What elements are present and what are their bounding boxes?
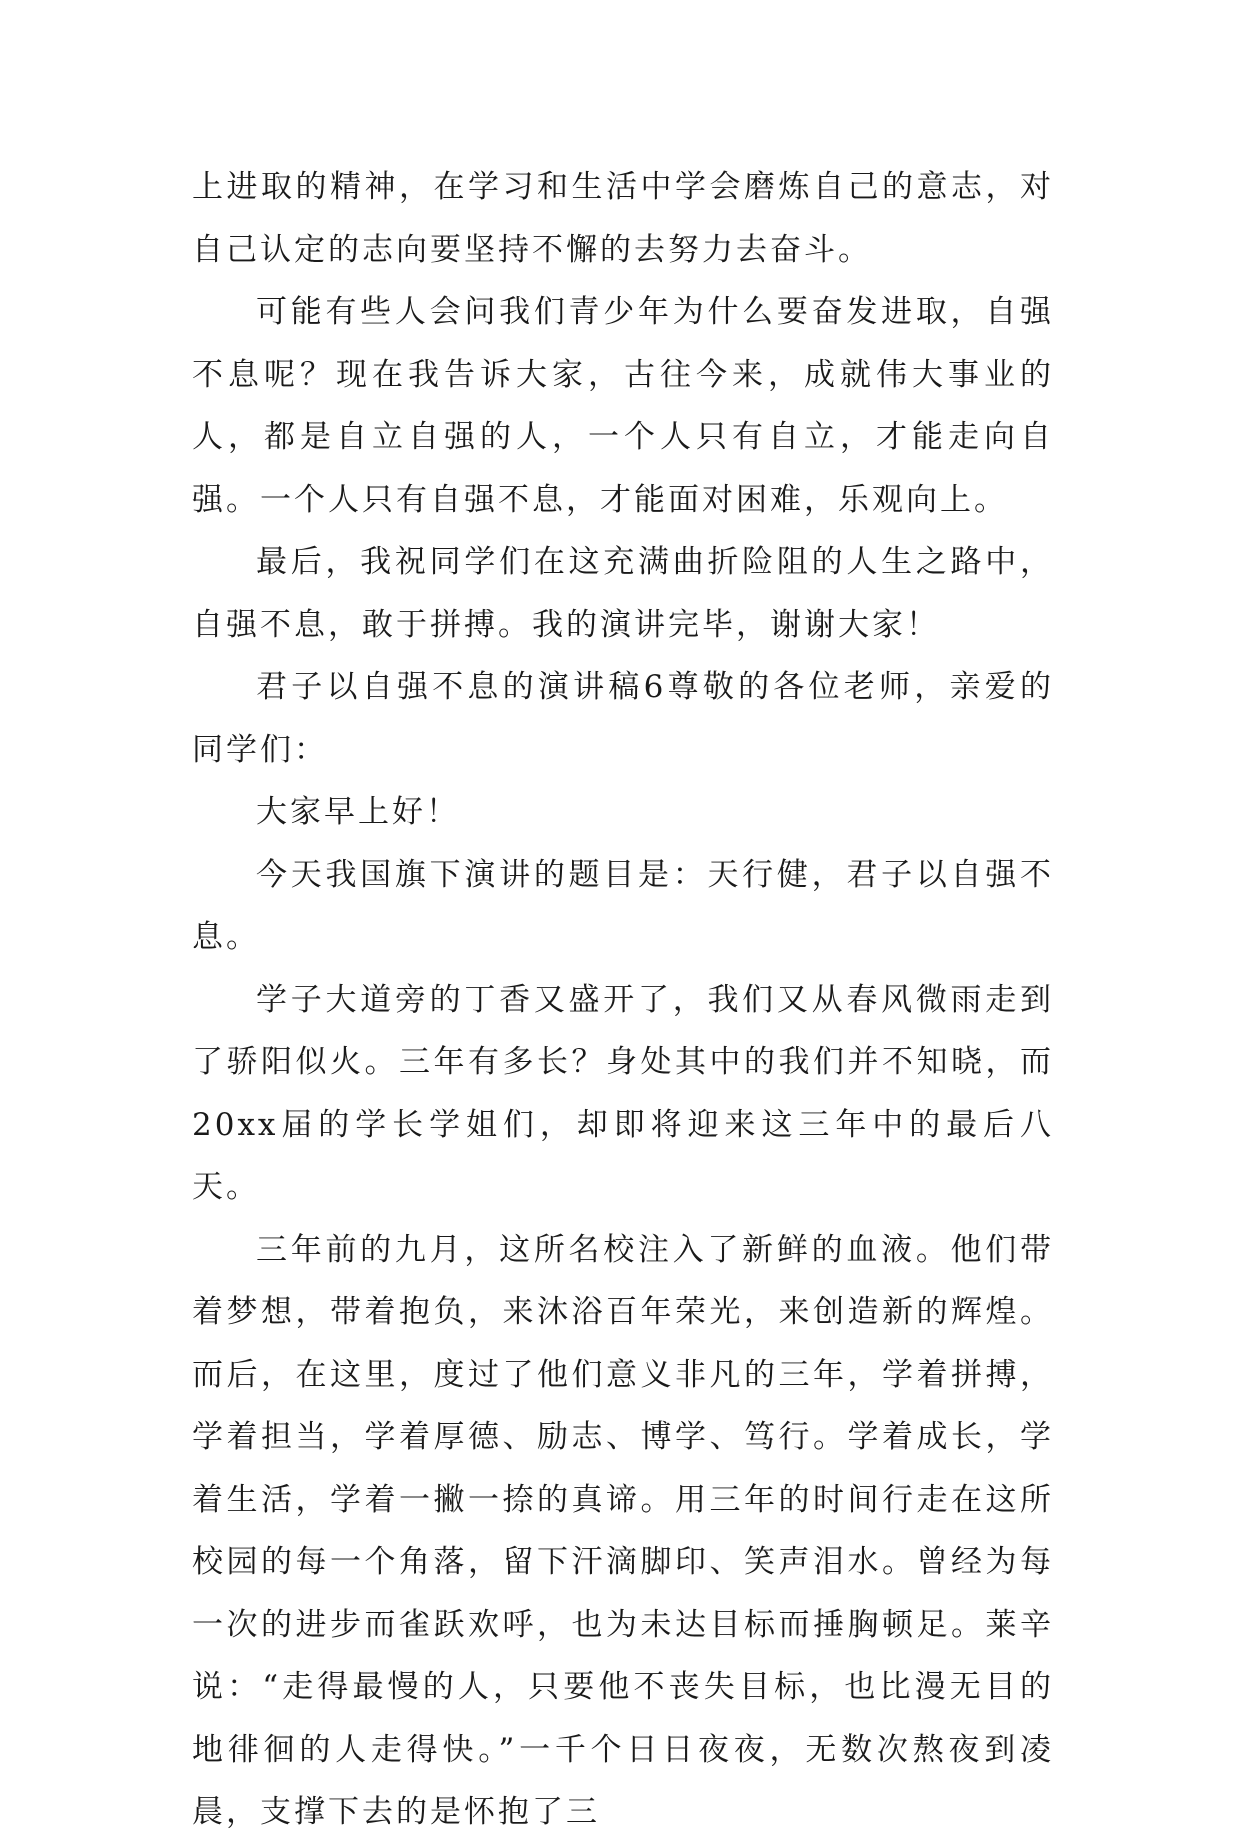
paragraph-5: 大家早上好！ [256, 794, 460, 830]
paragraph-2: 可能有些人会问我们青少年为什么要奋发进取，自强不息呢？现在我告诉大家，古往今来，成就伟大事业的人，都是自立自强的人，一个人只有自立，才能走向自强。一个人只有自强不息，才能面对困难，乐观向上。 [192, 294, 1054, 518]
document-body [192, 156, 1054, 1844]
paragraph-6: 今天我国旗下演讲的题目是：天行健，君子以自强不息。 [192, 856, 1054, 955]
paragraph-8: 三年前的九月，这所名校注入了新鲜的血液。他们带着梦想，带着抱负，来沐浴百年荣光，来创造新的辉煌。而后，在这里，度过了他们意义非凡的三年，学着拼搏，学着担当，学着厚德、励志、博学、笃行。学着成长，学着生活，学着一撇一捺的真谛。用三年的时间行走在这所校园的每一个角落，留下汗滴脚印、笑声泪水。曾经为每一次的进步而雀跃欢呼，也为未达目标而捶胸顿足。莱辛说：“走得最慢的人，只要他不丧失目标，也比漫无目的地徘徊的人走得快。”一千个日日夜夜，无数次熬夜到凌晨，支撑下去的是怀抱了三 [192, 1231, 1054, 1830]
paragraph-7: 学子大道旁的丁香又盛开了，我们又从春风微雨走到了骄阳似火。三年有多长？身处其中的我们并不知晓，而20xx届的学长学姐们，却即将迎来这三年中的最后八天。 [192, 981, 1054, 1205]
paragraph-1: 上进取的精神，在学习和生活中学会磨炼自己的意志，对自己认定的志向要坚持不懈的去努力去奋斗。 [192, 169, 1054, 268]
paragraph-4: 君子以自强不息的演讲稿6尊敬的各位老师，亲爱的同学们： [192, 669, 1054, 768]
paragraph-3: 最后，我祝同学们在这充满曲折险阻的人生之路中，自强不息，敢于拼搏。我的演讲完毕，谢谢大家！ [192, 544, 1054, 643]
